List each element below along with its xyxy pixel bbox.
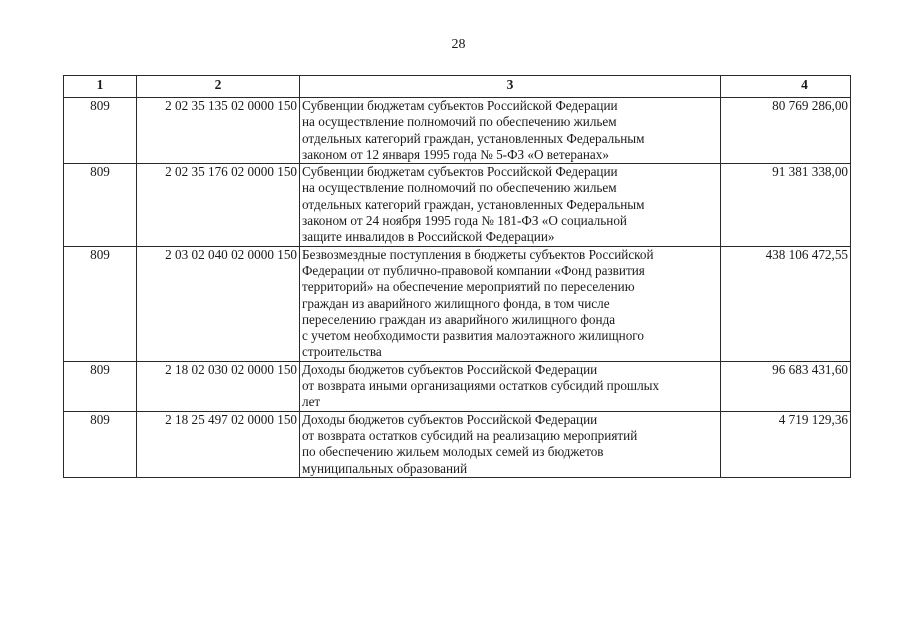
table-header-row bbox=[64, 76, 851, 98]
amount-cell: 438 106 472,55 bbox=[721, 246, 851, 361]
table-row bbox=[64, 361, 851, 411]
budget-classification-code-cell: 2 02 35 135 02 0000 150 bbox=[137, 98, 300, 164]
description-line: Доходы бюджетов субъектов Российской Федерации bbox=[302, 361, 598, 377]
description-line: переселению граждан из аварийного жилищного фонда bbox=[302, 311, 616, 327]
budget-classification-code-cell: 2 03 02 040 02 0000 150 bbox=[137, 246, 300, 361]
admin-code-cell: 809 bbox=[64, 164, 137, 246]
budget-classification-code-cell: 2 02 35 176 02 0000 150 bbox=[137, 164, 300, 246]
budget-classification-code-cell: 2 18 02 030 02 0000 150 bbox=[137, 361, 300, 411]
admin-code-cell: 809 bbox=[64, 246, 137, 361]
description-line: муниципальных образований bbox=[302, 460, 468, 476]
column-header-1: 1 bbox=[64, 76, 137, 98]
admin-code-cell: 809 bbox=[64, 361, 137, 411]
revenue-description-cell bbox=[300, 411, 721, 477]
admin-code-cell: 809 bbox=[64, 98, 137, 164]
amount-cell: 91 381 338,00 bbox=[721, 164, 851, 246]
revenue-description-cell bbox=[300, 164, 721, 246]
table-body bbox=[64, 98, 851, 478]
description-line: по обеспечению жильем молодых семей из бюджетов bbox=[302, 444, 604, 460]
description-line: лет bbox=[302, 394, 321, 410]
description-line: Доходы бюджетов субъектов Российской Федерации bbox=[302, 411, 598, 427]
admin-code-cell: 809 bbox=[64, 411, 137, 477]
description-line: защите инвалидов в Российской Федерации» bbox=[302, 229, 555, 245]
column-header-4: 4 bbox=[721, 76, 851, 98]
table-row bbox=[64, 411, 851, 477]
column-header-3: 3 bbox=[300, 76, 721, 98]
description-line: на осуществление полномочий по обеспечению жильем bbox=[302, 114, 617, 130]
description-line: граждан из аварийного жилищного фонда, в том числе bbox=[302, 295, 610, 311]
description-line: территорий» на обеспечение мероприятий по переселению bbox=[302, 279, 635, 295]
description-line: строительства bbox=[302, 344, 382, 360]
revenue-description-cell bbox=[300, 98, 721, 164]
description-line: Федерации от публично-правовой компании «Фонд развития bbox=[302, 262, 645, 278]
budget-revenue-table bbox=[63, 75, 851, 478]
description-line: отдельных категорий граждан, установленных Федеральным bbox=[302, 130, 645, 146]
description-line: с учетом необходимости развития малоэтажного жилищного bbox=[302, 328, 644, 344]
description-line: от возврата остатков субсидий на реализацию мероприятий bbox=[302, 427, 638, 443]
budget-classification-code-cell: 2 18 25 497 02 0000 150 bbox=[137, 411, 300, 477]
description-line: Субвенции бюджетам субъектов Российской Федерации bbox=[302, 98, 618, 113]
table-row bbox=[64, 164, 851, 246]
page-number: 28 bbox=[451, 37, 466, 52]
amount-cell: 96 683 431,60 bbox=[721, 361, 851, 411]
description-line: законом от 24 ноября 1995 года № 181-ФЗ «О социальной bbox=[302, 213, 627, 229]
table-row bbox=[64, 98, 851, 164]
revenue-description-cell bbox=[300, 246, 721, 361]
description-line: от возврата иными организациями остатков субсидий прошлых bbox=[302, 378, 660, 394]
amount-cell: 80 769 286,00 bbox=[721, 98, 851, 164]
description-line: Субвенции бюджетам субъектов Российской Федерации bbox=[302, 164, 618, 180]
amount-cell: 4 719 129,36 bbox=[721, 411, 851, 477]
description-line: отдельных категорий граждан, установленных Федеральным bbox=[302, 196, 645, 212]
description-line: Безвозмездные поступления в бюджеты субъектов Российской bbox=[302, 246, 654, 262]
revenue-description-cell bbox=[300, 361, 721, 411]
column-header-2: 2 bbox=[137, 76, 300, 98]
table-row bbox=[64, 246, 851, 361]
description-line: законом от 12 января 1995 года № 5-ФЗ «О ветеранах» bbox=[302, 146, 609, 162]
description-line: на осуществление полномочий по обеспечению жильем bbox=[302, 180, 617, 196]
